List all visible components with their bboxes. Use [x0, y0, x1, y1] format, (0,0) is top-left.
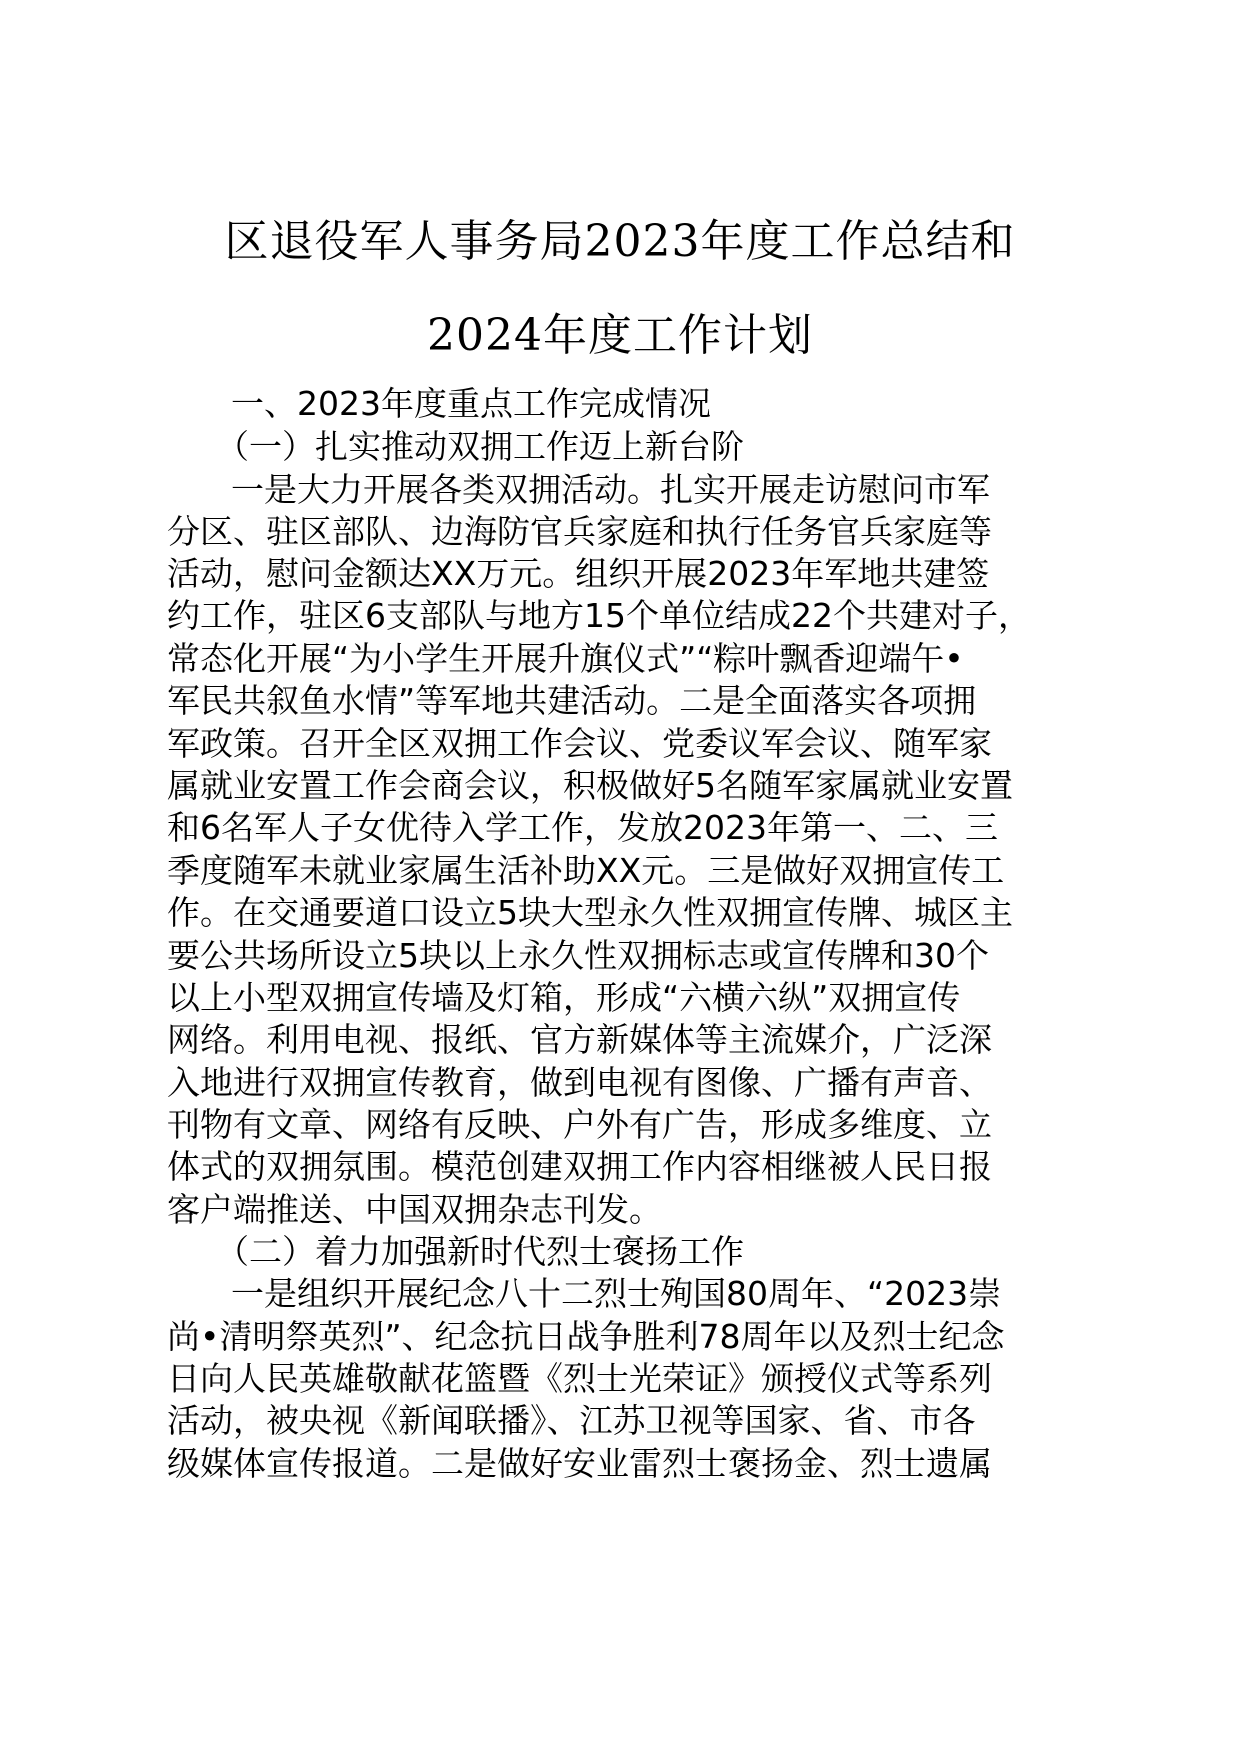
section-heading: 一、2023年度重点工作完成情况: [231, 384, 711, 423]
paragraph-line: 要公共场所设立5块以上永久性双拥标志或宣传牌和30个: [167, 936, 989, 975]
paragraph-line: 常态化开展“为小学生开展升旗仪式”“粽叶飘香迎端午•: [167, 639, 964, 678]
subsection-heading: （二）着力加强新时代烈士褒扬工作: [216, 1232, 744, 1271]
paragraph-line: 季度随军未就业家属生活补助XX元。三是做好双拥宣传工: [167, 851, 1005, 890]
paragraph-line: 级媒体宣传报道。二是做好安业雷烈士褒扬金、烈士遗属: [167, 1444, 992, 1483]
paragraph-line: 分区、驻区部队、边海防官兵家庭和执行任务官兵家庭等: [167, 512, 992, 551]
paragraph-line: 军政策。召开全区双拥工作会议、党委议军会议、随军家: [167, 724, 992, 763]
document-title-line-2: 2024年度工作计划: [427, 310, 813, 361]
document-title-line-1: 区退役军人事务局2023年度工作总结和: [224, 216, 1016, 267]
subsection-heading: （一）扎实推动双拥工作迈上新台阶: [216, 427, 744, 466]
paragraph-line: 活动，慰问金额达XX万元。组织开展2023年军地共建签: [167, 554, 990, 593]
paragraph-line: 以上小型双拥宣传墙及灯箱，形成“六横六纵”双拥宣传: [167, 978, 961, 1017]
paragraph-line: 一是组织开展纪念八十二烈士殉国80周年、“2023崇: [231, 1274, 1002, 1313]
paragraph-line: 日向人民英雄敬献花篮暨《烈士光荣证》颁授仪式等系列: [167, 1359, 992, 1398]
paragraph-line: 约工作，驻区6支部队与地方15个单位结成22个共建对子，: [167, 596, 1031, 635]
paragraph-line: 作。在交通要道口设立5块大型永久性双拥宣传牌、城区主: [167, 893, 1013, 932]
paragraph-line: 属就业安置工作会商会议，积极做好5名随军家属就业安置: [167, 766, 1013, 805]
paragraph-line: 尚•清明祭英烈”、纪念抗日战争胜利78周年以及烈士纪念: [167, 1317, 1005, 1356]
paragraph-line: 军民共叙鱼水情”等军地共建活动。二是全面落实各项拥: [167, 681, 977, 720]
paragraph-line: 入地进行双拥宣传教育，做到电视有图像、广播有声音、: [167, 1063, 992, 1102]
paragraph-line: 和6名军人子女优待入学工作，发放2023年第一、二、三: [167, 808, 998, 847]
paragraph-line: 体式的双拥氛围。模范创建双拥工作内容相继被人民日报: [167, 1147, 992, 1186]
paragraph-line: 一是大力开展各类双拥活动。扎实开展走访慰问市军: [231, 470, 990, 509]
paragraph-line: 活动，被央视《新闻联播》、江苏卫视等国家、省、市各: [167, 1401, 976, 1440]
paragraph-line: 网络。利用电视、报纸、官方新媒体等主流媒介，广泛深: [167, 1020, 992, 1059]
paragraph-line: 客户端推送、中国双拥杂志刊发。: [167, 1190, 662, 1229]
paragraph-line: 刊物有文章、网络有反映、户外有广告，形成多维度、立: [167, 1105, 992, 1144]
